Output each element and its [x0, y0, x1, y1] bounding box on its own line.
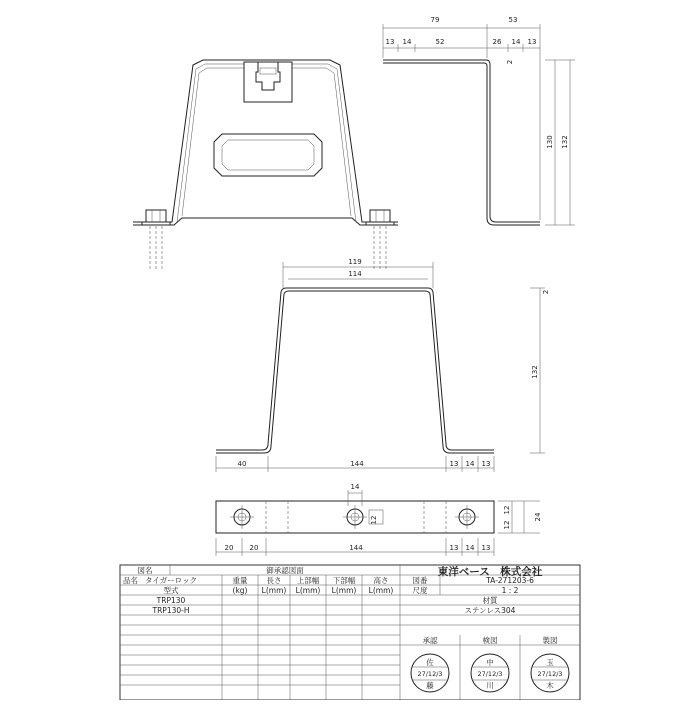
weight-unit: (kg)	[232, 586, 248, 595]
top-width-header: 上部幅	[296, 576, 320, 585]
stamp-check-top: 中	[486, 658, 494, 667]
right-hole	[455, 505, 479, 529]
check-header: 検図	[482, 636, 498, 645]
side-height-132: 132	[561, 135, 569, 149]
front-thickness: 2	[542, 289, 550, 295]
front-view	[216, 258, 550, 472]
side-dim-53: 53	[508, 16, 518, 24]
stamp-approve-date: 27/12/3	[417, 670, 443, 678]
model-row-2: TRP130-H	[152, 606, 190, 615]
product-label: 品名	[123, 576, 138, 585]
title-block	[120, 565, 580, 700]
side-view	[383, 16, 575, 225]
company-name: 東洋ベース 株式会社	[437, 566, 543, 578]
stamp-approve	[411, 654, 449, 692]
plan-dim-12: 12	[370, 515, 378, 525]
side-dim-13b: 13	[527, 38, 537, 46]
front-dim-13a: 13	[449, 460, 459, 468]
plan-dim-13b: 13	[481, 544, 491, 552]
drawing-no: TA-271203-6	[486, 576, 534, 585]
stamp-drafting-top: 玉	[546, 658, 554, 667]
length-header: 長さ	[266, 576, 282, 585]
top-clamp	[244, 62, 292, 102]
stamp-drafting-bottom: 木	[546, 681, 554, 690]
center-slot	[214, 134, 322, 176]
model-label: 型式	[163, 586, 179, 595]
material-value: ステンレス304	[464, 606, 516, 615]
plan-dim-13a: 13	[449, 544, 459, 552]
scale-label: 尺度	[412, 586, 428, 595]
model-row-1: TRP130	[156, 596, 186, 605]
plan-dim-20b: 20	[249, 544, 259, 552]
side-dim-13a: 13	[385, 38, 395, 46]
side-height-130: 130	[546, 135, 554, 149]
scale-value: 1 : 2	[501, 586, 519, 595]
drawing-no-label: 図番	[412, 576, 428, 585]
isometric-view	[133, 60, 398, 270]
drawing-label: 図名	[137, 566, 153, 575]
plan-dim-14: 14	[350, 483, 360, 491]
front-dim-13b: 13	[481, 460, 491, 468]
stamp-approve-bottom: 藤	[426, 681, 434, 690]
side-dim-79: 79	[430, 16, 440, 24]
side-dim-52: 52	[435, 38, 445, 46]
plan-right-12b: 12	[503, 520, 511, 530]
drawing-name: 御承認図面	[266, 566, 304, 575]
product-name: タイガーロック	[145, 576, 197, 585]
side-dim-14a: 14	[402, 38, 412, 46]
stamp-approve-top: 佐	[426, 658, 434, 667]
front-width-114: 114	[348, 270, 362, 278]
front-dim-144: 144	[350, 460, 364, 468]
stamp-drafting-date: 27/12/3	[537, 670, 563, 678]
plan-right-24: 24	[534, 512, 542, 522]
stamp-check	[471, 654, 509, 692]
plan-dim-14: 14	[465, 544, 475, 552]
approve-header: 承認	[422, 636, 438, 645]
plan-view	[216, 483, 542, 556]
side-dim-26: 26	[492, 38, 502, 46]
length-unit-3: L(mm)	[331, 586, 357, 595]
stamp-check-bottom: 川	[486, 681, 494, 690]
side-thickness: 2	[506, 59, 514, 65]
front-height-132: 132	[531, 365, 539, 379]
weight-header: 重量	[232, 576, 248, 585]
bottom-width-header: 下部幅	[332, 576, 356, 585]
plan-dim-144: 144	[349, 544, 363, 552]
front-dim-40: 40	[237, 460, 247, 468]
stamp-drafting	[531, 654, 569, 692]
height-header: 高さ	[373, 576, 389, 585]
material-label: 材質	[482, 596, 498, 605]
side-dim-14b: 14	[511, 38, 521, 46]
front-dim-14: 14	[465, 460, 475, 468]
plan-right-12a: 12	[503, 505, 511, 515]
drafting-header: 製図	[542, 636, 558, 645]
length-unit-2: L(mm)	[295, 586, 321, 595]
right-bolt	[366, 210, 394, 270]
front-width-119: 119	[348, 258, 362, 266]
left-bolt	[142, 210, 170, 270]
plan-dim-20a: 20	[224, 544, 234, 552]
left-hole	[230, 505, 254, 529]
length-unit-1: L(mm)	[261, 586, 287, 595]
length-unit-4: L(mm)	[368, 586, 394, 595]
stamp-check-date: 27/12/3	[477, 670, 503, 678]
